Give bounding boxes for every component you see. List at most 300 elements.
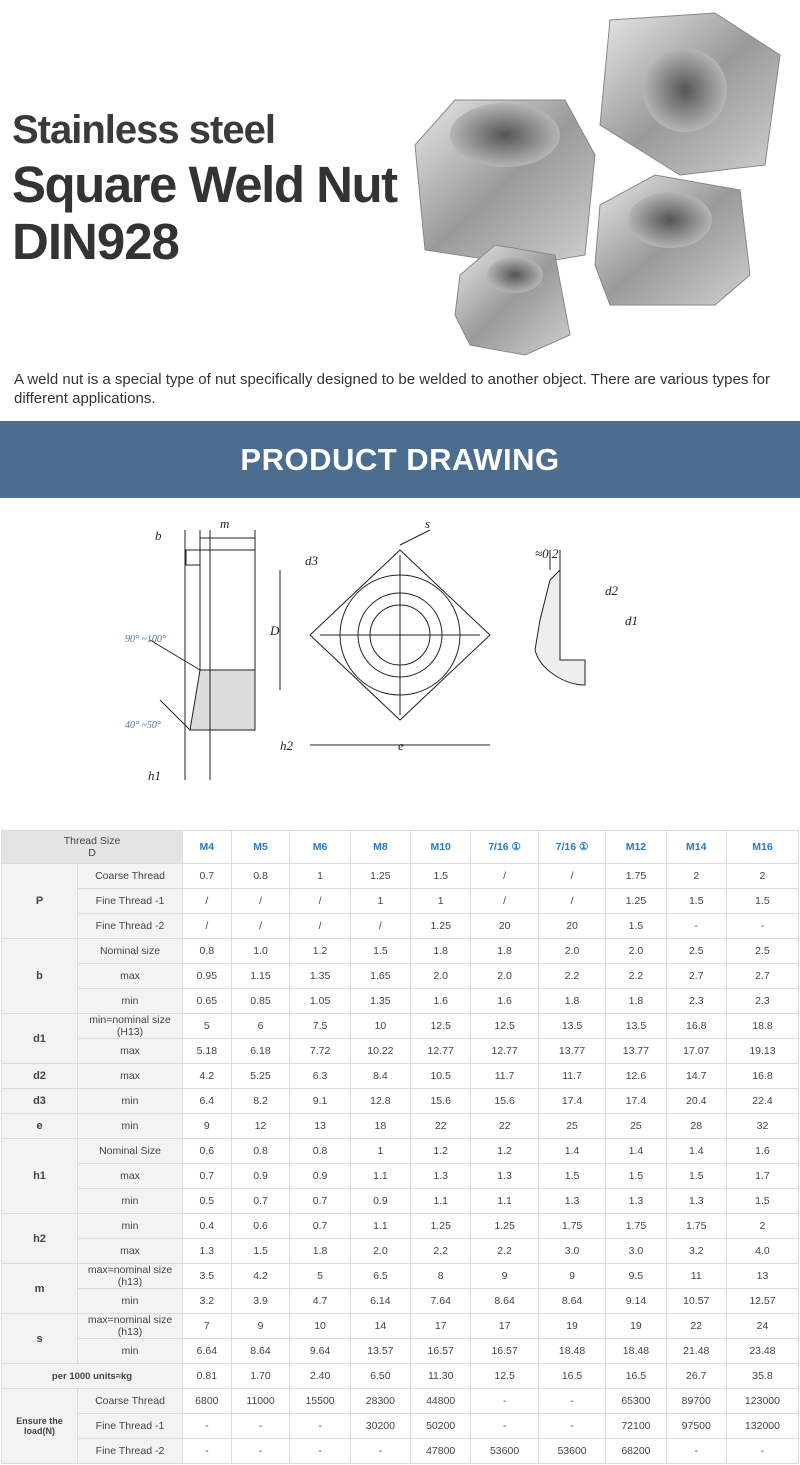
table-cell: 65300 bbox=[606, 1389, 666, 1414]
table-cell: 1.5 bbox=[606, 1164, 666, 1189]
table-cell: 8.2 bbox=[231, 1089, 290, 1114]
row-sub-label: min bbox=[78, 1114, 183, 1139]
table-cell: 1.8 bbox=[538, 989, 605, 1014]
table-cell: 2.2 bbox=[411, 1239, 471, 1264]
table-cell: - bbox=[538, 1389, 605, 1414]
table-cell: 2.2 bbox=[538, 964, 605, 989]
table-cell: 1.2 bbox=[471, 1139, 538, 1164]
column-header: M14 bbox=[666, 831, 726, 864]
table-cell: 2.2 bbox=[606, 964, 666, 989]
table-cell: 0.7 bbox=[183, 864, 232, 889]
table-cell: 132000 bbox=[726, 1414, 798, 1439]
table-row bbox=[2, 1414, 799, 1439]
table-cell: - bbox=[726, 914, 798, 939]
table-cell: 4.7 bbox=[290, 1289, 350, 1314]
table-cell: 2.40 bbox=[290, 1364, 350, 1389]
table-cell: 8.4 bbox=[350, 1064, 410, 1089]
table-cell: 17 bbox=[411, 1314, 471, 1339]
row-sub-label: min bbox=[78, 1339, 183, 1364]
table-cell: - bbox=[666, 1439, 726, 1464]
table-cell: 0.7 bbox=[290, 1214, 350, 1239]
table-row bbox=[2, 1264, 799, 1289]
table-cell: 13.5 bbox=[538, 1014, 605, 1039]
dimensions-table bbox=[1, 830, 799, 1464]
table-cell: 3.9 bbox=[231, 1289, 290, 1314]
column-header: M12 bbox=[606, 831, 666, 864]
table-cell: - bbox=[183, 1414, 232, 1439]
table-cell: 12 bbox=[231, 1114, 290, 1139]
table-cell: 47800 bbox=[411, 1439, 471, 1464]
section-banner bbox=[0, 421, 800, 498]
table-cell: 7.64 bbox=[411, 1289, 471, 1314]
table-cell: 20 bbox=[471, 914, 538, 939]
table-cell: 1 bbox=[290, 864, 350, 889]
table-cell: 0.8 bbox=[290, 1139, 350, 1164]
table-cell: 6.18 bbox=[231, 1039, 290, 1064]
table-cell: 1.25 bbox=[350, 864, 410, 889]
table-cell: 1.5 bbox=[726, 1189, 798, 1214]
table-cell: 19 bbox=[538, 1314, 605, 1339]
table-cell: 15500 bbox=[290, 1389, 350, 1414]
row-group-label: m bbox=[2, 1264, 78, 1314]
table-cell: 26.7 bbox=[666, 1364, 726, 1389]
table-cell: 21.48 bbox=[666, 1339, 726, 1364]
table-cell: 1.05 bbox=[290, 989, 350, 1014]
table-cell: 1.5 bbox=[350, 939, 410, 964]
table-cell: 0.6 bbox=[231, 1214, 290, 1239]
table-cell: 16.8 bbox=[666, 1014, 726, 1039]
label-D: D bbox=[270, 623, 280, 638]
row-group-label: s bbox=[2, 1314, 78, 1364]
table-cell: 19.13 bbox=[726, 1039, 798, 1064]
table-row bbox=[2, 1089, 799, 1114]
title-line-1: Stainless steel bbox=[12, 108, 275, 152]
table-cell: 10.22 bbox=[350, 1039, 410, 1064]
table-cell: 1.8 bbox=[471, 939, 538, 964]
table-cell: 16.57 bbox=[471, 1339, 538, 1364]
table-cell: 8.64 bbox=[231, 1339, 290, 1364]
table-cell: 1 bbox=[411, 889, 471, 914]
table-cell: 1.35 bbox=[290, 964, 350, 989]
table-row bbox=[2, 1139, 799, 1164]
table-cell: 9.1 bbox=[290, 1089, 350, 1114]
table-cell: 14.7 bbox=[666, 1064, 726, 1089]
table-cell: / bbox=[231, 914, 290, 939]
header-thread-size bbox=[2, 831, 183, 864]
table-cell: 1.75 bbox=[666, 1214, 726, 1239]
header-label: Thread Size bbox=[63, 835, 121, 847]
table-cell: / bbox=[183, 914, 232, 939]
table-cell: 16.5 bbox=[606, 1364, 666, 1389]
table-cell: 14 bbox=[350, 1314, 410, 1339]
table-cell: - bbox=[726, 1439, 798, 1464]
table-cell: 2.0 bbox=[606, 939, 666, 964]
table-cell: 1.75 bbox=[606, 864, 666, 889]
column-header: M16 bbox=[726, 831, 798, 864]
table-cell: 2.7 bbox=[666, 964, 726, 989]
table-cell: 11.30 bbox=[411, 1364, 471, 1389]
row-sub-label: Fine Thread -1 bbox=[78, 1414, 183, 1439]
table-cell: 4.2 bbox=[231, 1264, 290, 1289]
table-row bbox=[2, 1339, 799, 1364]
row-sub-label: max bbox=[78, 964, 183, 989]
table-cell: 16.8 bbox=[726, 1064, 798, 1089]
table-cell: 1.8 bbox=[411, 939, 471, 964]
table-cell: 1.65 bbox=[350, 964, 410, 989]
table-cell: - bbox=[471, 1414, 538, 1439]
table-cell: 0.5 bbox=[183, 1189, 232, 1214]
table-cell: 0.95 bbox=[183, 964, 232, 989]
table-row bbox=[2, 1164, 799, 1189]
table-cell: / bbox=[290, 889, 350, 914]
row-group-label: b bbox=[2, 939, 78, 1014]
table-cell: 1.5 bbox=[666, 1164, 726, 1189]
column-header: M8 bbox=[350, 831, 410, 864]
row-sub-label: min bbox=[78, 989, 183, 1014]
row-sub-label: max bbox=[78, 1039, 183, 1064]
table-cell: 25 bbox=[606, 1114, 666, 1139]
table-row bbox=[2, 1014, 799, 1039]
table-cell: 1.1 bbox=[411, 1189, 471, 1214]
table-row bbox=[2, 889, 799, 914]
banner-title: PRODUCT DRAWING bbox=[240, 441, 560, 477]
column-header: M6 bbox=[290, 831, 350, 864]
table-cell: 25 bbox=[538, 1114, 605, 1139]
table-cell: / bbox=[350, 914, 410, 939]
table-cell: - bbox=[666, 914, 726, 939]
table-cell: 7.5 bbox=[290, 1014, 350, 1039]
table-cell: / bbox=[538, 864, 605, 889]
table-cell: 22.4 bbox=[726, 1089, 798, 1114]
table-cell: 0.8 bbox=[183, 939, 232, 964]
label-angle-2: 40° ~50° bbox=[125, 720, 161, 731]
table-cell: 16.57 bbox=[411, 1339, 471, 1364]
label-s: s bbox=[425, 516, 431, 531]
column-header: 7/16 ① bbox=[538, 831, 605, 864]
table-cell: 12.6 bbox=[606, 1064, 666, 1089]
table-cell: 10.5 bbox=[411, 1064, 471, 1089]
table-cell: 17.4 bbox=[606, 1089, 666, 1114]
table-cell: 8.64 bbox=[471, 1289, 538, 1314]
table-cell: 3.0 bbox=[606, 1239, 666, 1264]
table-cell: 2.2 bbox=[471, 1239, 538, 1264]
title-line-2: Square Weld Nut bbox=[12, 156, 397, 213]
table-cell: 23.48 bbox=[726, 1339, 798, 1364]
table-cell: 6 bbox=[231, 1014, 290, 1039]
table-cell: 2.7 bbox=[726, 964, 798, 989]
table-cell: 1.2 bbox=[411, 1139, 471, 1164]
table-cell: 1.25 bbox=[471, 1214, 538, 1239]
table-cell: 0.8 bbox=[231, 1139, 290, 1164]
row-sub-label: max bbox=[78, 1064, 183, 1089]
table-cell: - bbox=[231, 1414, 290, 1439]
table-cell: 1.5 bbox=[606, 914, 666, 939]
table-cell: 22 bbox=[471, 1114, 538, 1139]
row-sub-label: max=nominal size (h13) bbox=[78, 1264, 183, 1289]
table-cell: 12.5 bbox=[471, 1364, 538, 1389]
table-row bbox=[2, 864, 799, 889]
table-cell: 17.4 bbox=[538, 1089, 605, 1114]
table-row bbox=[2, 1439, 799, 1464]
table-cell: 0.65 bbox=[183, 989, 232, 1014]
table-cell: 9 bbox=[231, 1314, 290, 1339]
row-sub-label: min bbox=[78, 1214, 183, 1239]
table-cell: 1.3 bbox=[471, 1164, 538, 1189]
table-row bbox=[2, 939, 799, 964]
row-group-label: h1 bbox=[2, 1139, 78, 1214]
table-row bbox=[2, 1239, 799, 1264]
table-row bbox=[2, 1064, 799, 1089]
label-d1: d1 bbox=[625, 613, 638, 628]
table-cell: 44800 bbox=[411, 1389, 471, 1414]
table-cell: 13.77 bbox=[538, 1039, 605, 1064]
row-group-label: e bbox=[2, 1114, 78, 1139]
label-e: e bbox=[398, 738, 404, 753]
table-cell: 1 bbox=[350, 889, 410, 914]
table-cell: 30200 bbox=[350, 1414, 410, 1439]
description: A weld nut is a special type of nut specifically designed to be welded to another object. There are various types for different applications. bbox=[14, 371, 770, 407]
table-cell: 11000 bbox=[231, 1389, 290, 1414]
table-cell: 50200 bbox=[411, 1414, 471, 1439]
table-cell: 1.1 bbox=[471, 1189, 538, 1214]
row-sub-label: Nominal Size bbox=[78, 1139, 183, 1164]
table-cell: 9.5 bbox=[606, 1264, 666, 1289]
label-m: m bbox=[220, 516, 230, 531]
table-cell: / bbox=[231, 889, 290, 914]
table-cell: - bbox=[471, 1389, 538, 1414]
table-cell: 1.5 bbox=[411, 864, 471, 889]
row-sub-label: Coarse Thread bbox=[78, 864, 183, 889]
table-cell: 2.0 bbox=[350, 1239, 410, 1264]
table-cell: 89700 bbox=[666, 1389, 726, 1414]
table-cell: 22 bbox=[666, 1314, 726, 1339]
table-cell: 5 bbox=[183, 1014, 232, 1039]
table-cell: 53600 bbox=[471, 1439, 538, 1464]
table-cell: 13 bbox=[726, 1264, 798, 1289]
table-row bbox=[2, 964, 799, 989]
table-cell: 3.5 bbox=[183, 1264, 232, 1289]
label-h2: h2 bbox=[280, 738, 293, 753]
table-cell: 1.3 bbox=[666, 1189, 726, 1214]
table-cell: 1.5 bbox=[666, 889, 726, 914]
table-cell: 2.5 bbox=[726, 939, 798, 964]
table-cell: 35.8 bbox=[726, 1364, 798, 1389]
row-sub-label: Fine Thread -2 bbox=[78, 1439, 183, 1464]
row-sub-label: Nominal size bbox=[78, 939, 183, 964]
table-cell: 9 bbox=[538, 1264, 605, 1289]
table-cell: 1.25 bbox=[411, 1214, 471, 1239]
table-cell: 1.6 bbox=[726, 1139, 798, 1164]
table-cell: 10 bbox=[290, 1314, 350, 1339]
table-cell: 17 bbox=[471, 1314, 538, 1339]
table-cell: 28300 bbox=[350, 1389, 410, 1414]
label-d2: d2 bbox=[605, 583, 618, 598]
hero bbox=[0, 0, 800, 360]
table-cell: 0.81 bbox=[183, 1364, 232, 1389]
column-header: M4 bbox=[183, 831, 232, 864]
table-cell: 1.75 bbox=[538, 1214, 605, 1239]
table-cell: 1.3 bbox=[183, 1239, 232, 1264]
table-cell: 12.77 bbox=[471, 1039, 538, 1064]
table-cell: 1.25 bbox=[411, 914, 471, 939]
table-cell: 1.15 bbox=[231, 964, 290, 989]
table-cell: 5.25 bbox=[231, 1064, 290, 1089]
table-cell: 12.57 bbox=[726, 1289, 798, 1314]
table-cell: 1.3 bbox=[606, 1189, 666, 1214]
table-cell: 0.9 bbox=[350, 1189, 410, 1214]
table-cell: 16.5 bbox=[538, 1364, 605, 1389]
label-h1: h1 bbox=[148, 768, 161, 783]
table-cell: 1.1 bbox=[350, 1214, 410, 1239]
row-group-label: d3 bbox=[2, 1089, 78, 1114]
table-cell: 1.5 bbox=[231, 1239, 290, 1264]
table-cell: - bbox=[290, 1414, 350, 1439]
table-cell: 13.5 bbox=[606, 1014, 666, 1039]
table-cell: 6.3 bbox=[290, 1064, 350, 1089]
label-chamfer: ≈0.2 bbox=[535, 546, 559, 561]
table-cell: 20 bbox=[538, 914, 605, 939]
table-cell: / bbox=[183, 889, 232, 914]
table-row bbox=[2, 1039, 799, 1064]
table-row bbox=[2, 1389, 799, 1414]
table-row bbox=[2, 1189, 799, 1214]
table-cell: / bbox=[290, 914, 350, 939]
table-cell: 28 bbox=[666, 1114, 726, 1139]
table-cell: 72100 bbox=[606, 1414, 666, 1439]
table-cell: 11 bbox=[666, 1264, 726, 1289]
table-cell: 8.64 bbox=[538, 1289, 605, 1314]
table-cell: 0.8 bbox=[231, 864, 290, 889]
table-cell: 1.7 bbox=[726, 1164, 798, 1189]
row-group-label: d1 bbox=[2, 1014, 78, 1064]
table-cell: 2.0 bbox=[471, 964, 538, 989]
table-cell: 1.6 bbox=[411, 989, 471, 1014]
table-cell: 17.07 bbox=[666, 1039, 726, 1064]
table-cell: 20.4 bbox=[666, 1089, 726, 1114]
table-row bbox=[2, 989, 799, 1014]
technical-drawing bbox=[120, 510, 638, 800]
column-header: M5 bbox=[231, 831, 290, 864]
table-cell: 68200 bbox=[606, 1439, 666, 1464]
row-sub-label: max bbox=[78, 1239, 183, 1264]
table-cell: 1.0 bbox=[231, 939, 290, 964]
row-group-label: d2 bbox=[2, 1064, 78, 1089]
table-cell: 1.6 bbox=[471, 989, 538, 1014]
table-cell: 1.4 bbox=[666, 1139, 726, 1164]
table-cell: 10 bbox=[350, 1014, 410, 1039]
row-group-label: P bbox=[2, 864, 78, 939]
table-cell: 0.9 bbox=[231, 1164, 290, 1189]
table-row bbox=[2, 1114, 799, 1139]
table-cell: / bbox=[471, 889, 538, 914]
table-cell: - bbox=[350, 1439, 410, 1464]
table-cell: 7 bbox=[183, 1314, 232, 1339]
table-cell: 18 bbox=[350, 1114, 410, 1139]
label-b: b bbox=[155, 528, 162, 543]
table-cell: 18.48 bbox=[538, 1339, 605, 1364]
table-row bbox=[2, 1314, 799, 1339]
row-sub-label: min bbox=[78, 1289, 183, 1314]
table-cell: 1.5 bbox=[538, 1164, 605, 1189]
table-cell: 6.14 bbox=[350, 1289, 410, 1314]
table-cell: 0.4 bbox=[183, 1214, 232, 1239]
table-cell: 3.2 bbox=[666, 1239, 726, 1264]
table-cell: 1.1 bbox=[350, 1164, 410, 1189]
label-angle-1: 90° ~100° bbox=[125, 634, 166, 645]
table-cell: 0.7 bbox=[231, 1189, 290, 1214]
table-cell: 1 bbox=[350, 1139, 410, 1164]
table-cell: 0.6 bbox=[183, 1139, 232, 1164]
row-group-label: Ensure the load(N) bbox=[2, 1389, 78, 1464]
table-cell: 6.64 bbox=[183, 1339, 232, 1364]
row-sub-label: min=nominal size (H13) bbox=[78, 1014, 183, 1039]
table-cell: 3.0 bbox=[538, 1239, 605, 1264]
table-cell: 1.8 bbox=[290, 1239, 350, 1264]
row-sub-label: Coarse Thread bbox=[78, 1389, 183, 1414]
table-cell: - bbox=[183, 1439, 232, 1464]
table-cell: 2 bbox=[666, 864, 726, 889]
table-cell: 1.35 bbox=[350, 989, 410, 1014]
table-cell: 18.8 bbox=[726, 1014, 798, 1039]
table-cell: 12.8 bbox=[350, 1089, 410, 1114]
table-cell: 6.50 bbox=[350, 1364, 410, 1389]
weld-nuts-photo bbox=[395, 5, 795, 360]
table-cell: 1.75 bbox=[606, 1214, 666, 1239]
table-cell: 2 bbox=[726, 864, 798, 889]
table-cell: 0.7 bbox=[183, 1164, 232, 1189]
row-group-label: h2 bbox=[2, 1214, 78, 1264]
table-cell: 1.5 bbox=[726, 889, 798, 914]
table-row bbox=[2, 914, 799, 939]
table-cell: 1.70 bbox=[231, 1364, 290, 1389]
label-d3: d3 bbox=[305, 553, 318, 568]
table-cell: 24 bbox=[726, 1314, 798, 1339]
row-sub-label: min bbox=[78, 1089, 183, 1114]
row-sub-label: Fine Thread -1 bbox=[78, 889, 183, 914]
table-cell: 2.3 bbox=[666, 989, 726, 1014]
table-cell: 2.0 bbox=[538, 939, 605, 964]
table-cell: 1.3 bbox=[538, 1189, 605, 1214]
table-cell: 9.14 bbox=[606, 1289, 666, 1314]
table-cell: 32 bbox=[726, 1114, 798, 1139]
table-cell: 9.64 bbox=[290, 1339, 350, 1364]
table-cell: 22 bbox=[411, 1114, 471, 1139]
table-cell: 6800 bbox=[183, 1389, 232, 1414]
table-cell: 18.48 bbox=[606, 1339, 666, 1364]
table-cell: 97500 bbox=[666, 1414, 726, 1439]
table-cell: 3.2 bbox=[183, 1289, 232, 1314]
table-cell: 2.5 bbox=[666, 939, 726, 964]
table-cell: 6.4 bbox=[183, 1089, 232, 1114]
column-header: M10 bbox=[411, 831, 471, 864]
table-cell: 0.9 bbox=[290, 1164, 350, 1189]
table-cell: 11.7 bbox=[471, 1064, 538, 1089]
table-cell: / bbox=[538, 889, 605, 914]
table-cell: 1.4 bbox=[538, 1139, 605, 1164]
table-cell: 9 bbox=[183, 1114, 232, 1139]
table-cell: 1.2 bbox=[290, 939, 350, 964]
table-cell: 2.3 bbox=[726, 989, 798, 1014]
table-cell: 15.6 bbox=[411, 1089, 471, 1114]
table-cell: 15.6 bbox=[471, 1089, 538, 1114]
table-cell: 0.85 bbox=[231, 989, 290, 1014]
table-cell: 5 bbox=[290, 1264, 350, 1289]
table-row bbox=[2, 1214, 799, 1239]
table-cell: - bbox=[231, 1439, 290, 1464]
table-cell: 1.8 bbox=[606, 989, 666, 1014]
table-cell: 19 bbox=[606, 1314, 666, 1339]
column-header: 7/16 ① bbox=[471, 831, 538, 864]
